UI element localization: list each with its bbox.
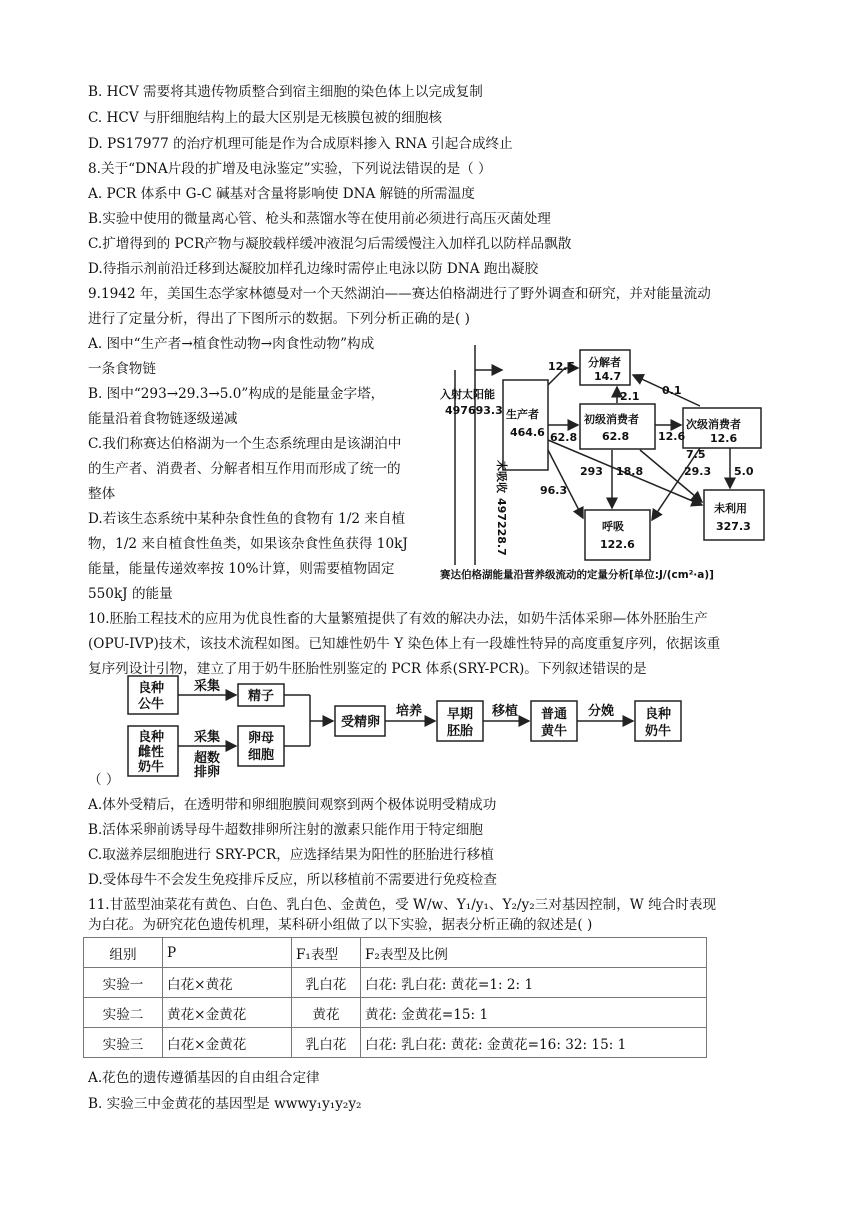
svg-text:良种: 良种 xyxy=(138,681,165,696)
svg-text:采集: 采集 xyxy=(194,679,221,694)
unused-value: 327.3 xyxy=(716,520,751,533)
svg-text:黄牛: 黄牛 xyxy=(541,724,568,739)
q11-stem-2: 为白花。为研究花色遗传机理，某科研小组做了以下实验，据表分析正确的叙述是( ) xyxy=(88,917,593,933)
table-row: 实验二 黄花×金黄花 黄花 黄花: 金黄花=15: 1 xyxy=(84,998,707,1028)
q9-option-d-1: D.若该生态系统中某种杂食性鱼的食物有 1/2 来自植 xyxy=(88,511,406,527)
unabsorbed-label: 未吸收 xyxy=(495,460,508,493)
primary-value: 62.8 xyxy=(602,430,630,443)
svg-text:受精卵: 受精卵 xyxy=(341,715,381,730)
svg-text:胚胎: 胚胎 xyxy=(447,724,474,739)
q8-option-c: C.扩增得到的 PCR产物与凝胶载样缓冲液混匀后需缓慢注入加样孔以防样品飘散 xyxy=(88,236,572,252)
q9-option-c-1: C.我们称赛达伯格湖为一个生态系统理由是该湖泊中 xyxy=(88,436,402,452)
svg-text:2.1: 2.1 xyxy=(620,390,640,403)
energy-flow-diagram xyxy=(440,340,780,585)
svg-text:良种: 良种 xyxy=(138,730,165,745)
svg-text:96.3: 96.3 xyxy=(540,484,568,497)
q8-option-b-prev: B. HCV 需要将其遗传物质整合到宿主细胞的染色体上以完成复制 xyxy=(88,84,483,100)
primary-label: 初级消费者 xyxy=(584,413,639,426)
q9-option-d-2: 物，1/2 来自植食性鱼类，如果该杂食性鱼获得 10kJ xyxy=(88,536,408,552)
q11-stem-1: 11.甘蓝型油菜花有黄色、白色、乳白色、金黄色，受 W/w、Y₁/y₁、Y₂/y₂三对基因控制，W 纯合时表现 xyxy=(88,897,717,913)
sun-value: 497693.3 xyxy=(445,404,503,417)
q11-option-b: B. 实验三中金黄花的基因型是 wwwy₁y₁y₂y₂ xyxy=(88,1096,362,1112)
svg-text:293: 293 xyxy=(580,465,603,478)
svg-text:超数: 超数 xyxy=(194,751,221,766)
q9-stem-1: 9.1942 年，美国生态学家林德曼对一个天然湖泊——赛达伯格湖进行了野外调查和研究，并对能量流动 xyxy=(88,286,711,302)
svg-text:排卵: 排卵 xyxy=(194,765,221,778)
svg-text:培养: 培养 xyxy=(396,704,423,719)
svg-text:分娩: 分娩 xyxy=(588,704,615,719)
svg-text:62.8: 62.8 xyxy=(550,431,578,444)
svg-text:卵母: 卵母 xyxy=(248,731,275,746)
sun-label: 入射太阳能 xyxy=(440,388,495,401)
unabsorbed-value: 497228.7 xyxy=(495,498,508,556)
svg-text:29.3: 29.3 xyxy=(684,465,712,478)
q10-option-c: C.取滋养层细胞进行 SRY-PCR，应选择结果为阳性的胚胎进行移植 xyxy=(88,847,494,863)
svg-text:7.5: 7.5 xyxy=(686,448,706,461)
producer-label: 生产者 xyxy=(506,408,539,421)
q8-option-d-prev: D. PS17977 的治疗机理可能是作为合成原料掺入 RNA 引起合成终止 xyxy=(88,136,513,152)
svg-text:12.5: 12.5 xyxy=(548,360,576,373)
svg-text:早期: 早期 xyxy=(447,707,474,722)
q8-option-a: A. PCR 体系中 G-C 碱基对含量将影响使 DNA 解链的所需温度 xyxy=(88,186,475,202)
svg-text:18.8: 18.8 xyxy=(616,465,644,478)
table-header-row: 组别 P F₁表型 F₂表型及比例 xyxy=(84,938,707,968)
q9-stem-2: 进行了定量分析，得出了下图所示的数据。下列分析正确的是( ) xyxy=(88,311,470,327)
unused-label: 未利用 xyxy=(714,502,747,515)
svg-text:普通: 普通 xyxy=(541,707,568,722)
svg-text:5.0: 5.0 xyxy=(734,465,754,478)
svg-text:良种: 良种 xyxy=(645,707,672,722)
q8-stem: 8.关于“DNA片段的扩增及电泳鉴定”实验，下列说法错误的是（ ） xyxy=(88,161,492,177)
decomposer-value: 14.7 xyxy=(594,370,622,383)
svg-text:公牛: 公牛 xyxy=(138,697,165,712)
secondary-label: 次级消费者 xyxy=(686,418,741,431)
svg-text:0.1: 0.1 xyxy=(662,384,682,397)
svg-text:奶牛: 奶牛 xyxy=(645,724,672,739)
respiration-label: 呼吸 xyxy=(602,520,624,533)
decomposer-label: 分解者 xyxy=(588,356,621,369)
svg-text:细胞: 细胞 xyxy=(248,748,275,763)
q8-option-d: D.待指示剂前沿迁移到达凝胶加样孔边缘时需停止电泳以防 DNA 跑出凝胶 xyxy=(88,261,539,277)
secondary-value: 12.6 xyxy=(710,432,738,445)
q8-option-b: B.实验中使用的微量离心管、枪头和蒸馏水等在使用前必须进行高压灭菌处理 xyxy=(88,211,551,227)
svg-text:采集: 采集 xyxy=(194,730,221,745)
svg-text:奶牛: 奶牛 xyxy=(138,760,165,775)
q10-paren: （ ） xyxy=(88,772,120,788)
svg-text:12.6: 12.6 xyxy=(658,430,686,443)
q9-option-c-2: 的生产者、消费者、分解者相互作用而形成了统一的 xyxy=(88,461,401,477)
q10-option-a: A.体外受精后，在透明带和卵细胞膜间观察到两个极体说明受精成功 xyxy=(88,797,497,813)
svg-text:精子: 精子 xyxy=(248,689,275,704)
table-row: 实验一 白花×黄花 乳白花 白花: 乳白花: 黄花=1: 2: 1 xyxy=(84,968,707,998)
q9-option-a-1: A. 图中“生产者→植食性动物→肉食性动物”构成 xyxy=(88,336,375,352)
q10-stem-2: (OPU-IVP)技术，该技术流程如图。已知雄性奶牛 Y 染色体上有一段雄性特异的高度重复序列，依据该重 xyxy=(88,636,721,652)
q9-option-b-1: B. 图中“293→29.3→5.0”构成的是能量金字塔， xyxy=(88,386,385,402)
producer-value: 464.6 xyxy=(510,426,545,439)
svg-text:雌性: 雌性 xyxy=(138,745,165,760)
q9-option-a-2: 一条食物链 xyxy=(88,361,156,377)
energy-caption: 赛达伯格湖能量沿营养级流动的定量分析[单位:J/(cm²·a)] xyxy=(440,569,714,581)
q9-option-c-3: 整体 xyxy=(88,486,116,502)
q10-stem-3: 复序列设计引物，建立了用于奶牛胚胎性别鉴定的 PCR 体系(SRY-PCR)。下列叙述错误的是 xyxy=(88,661,647,677)
q9-option-d-4: 550kJ 的能量 xyxy=(88,586,173,602)
q10-option-b: B.活体采卵前诱导母牛超数排卵所注射的激素只能作用于特定细胞 xyxy=(88,822,483,838)
q8-option-c-prev: C. HCV 与肝细胞结构上的最大区别是无核膜包被的细胞核 xyxy=(88,110,443,126)
respiration-value: 122.6 xyxy=(600,538,635,551)
q10-option-d: D.受体母牛不会发生免疫排斥反应，所以移植前不需要进行免疫检查 xyxy=(88,872,497,888)
table-row: 实验三 白花×金黄花 乳白花 白花: 乳白花: 黄花: 金黄花=16: 32: 15: 1 xyxy=(84,1028,707,1058)
q10-stem-1: 10.胚胎工程技术的应用为优良性畜的大量繁殖提供了有效的解决办法，如奶牛活体采卵—体外胚胎生产 xyxy=(88,611,708,627)
opu-ivp-flow-diagram xyxy=(120,668,720,778)
svg-text:移植: 移植 xyxy=(492,704,519,719)
q9-option-d-3: 能量，能量传递效率按 10%计算，则需要植物固定 xyxy=(88,561,395,577)
q9-option-b-2: 能量沿着食物链逐级递减 xyxy=(88,411,238,427)
q11-option-a: A.花色的遗传遵循基因的自由组合定律 xyxy=(88,1070,320,1086)
genetics-table xyxy=(83,937,707,1058)
